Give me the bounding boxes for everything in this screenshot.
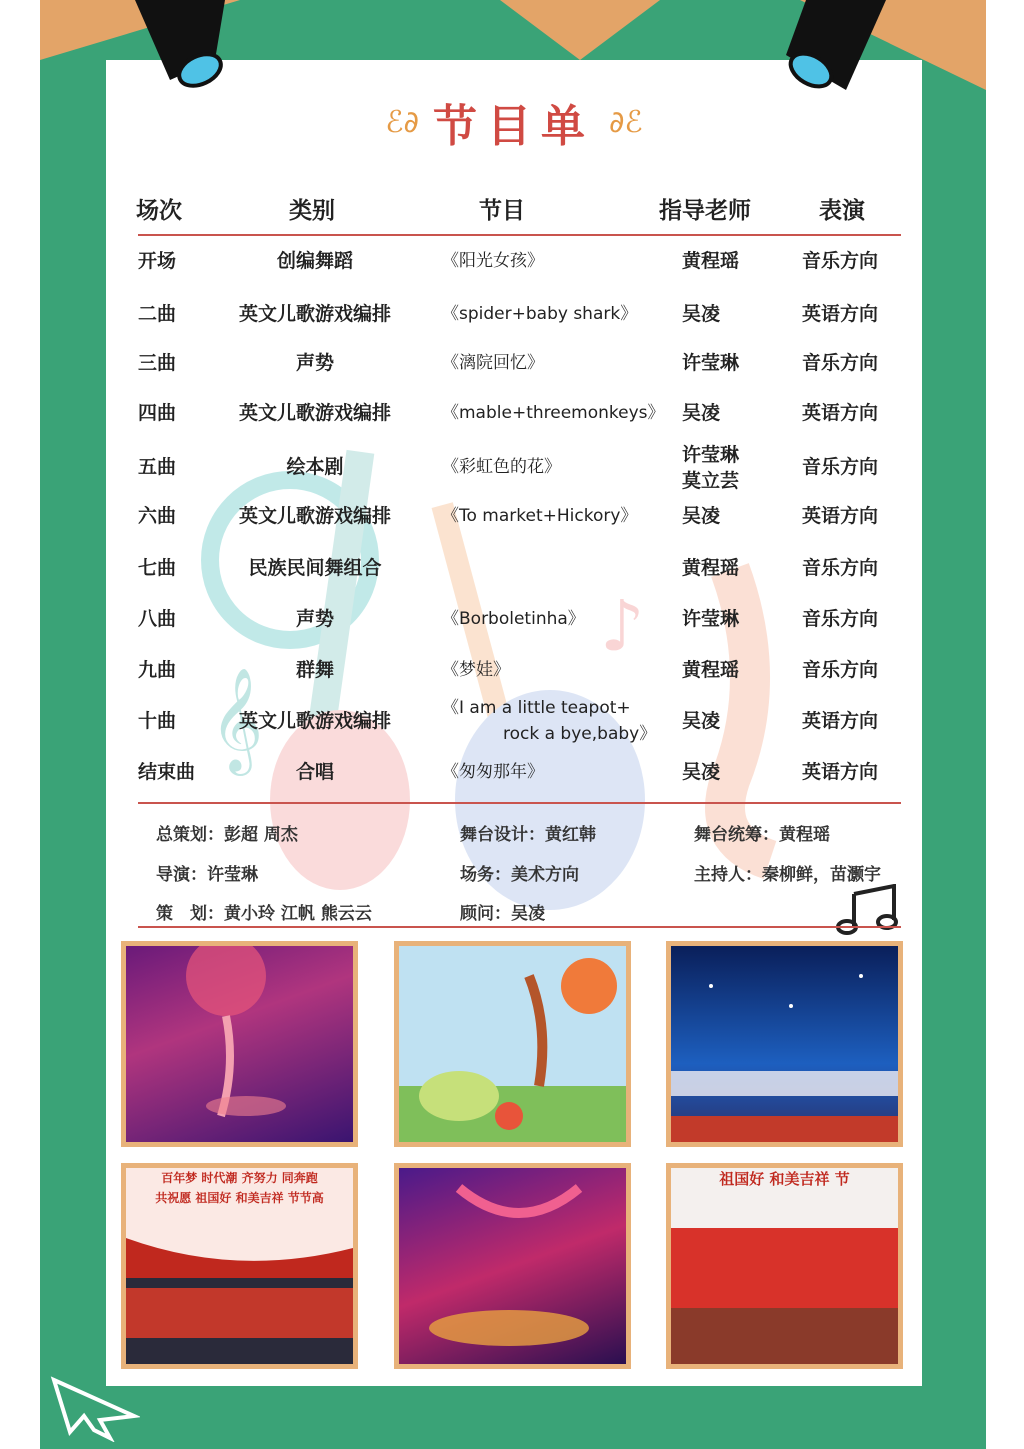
row-performer: 音乐方向: [802, 659, 879, 681]
row-category: 群舞: [295, 659, 334, 681]
photos-divider: [138, 926, 901, 928]
credits-divider: [138, 802, 901, 804]
credit-planner: 总策划：彭超 周杰: [156, 825, 298, 845]
photo-picture-book-play: [394, 941, 631, 1147]
row-program-second-line: rock a bye,baby》: [503, 724, 657, 744]
table-row: [0, 248, 1024, 288]
banner-line1: 百年梦 时代潮 齐努力 同奔跑: [161, 1171, 318, 1185]
row-teacher: 吴凌: [682, 710, 721, 732]
row-performer: 英语方向: [802, 505, 879, 527]
row-category: 英文儿歌游戏编排: [238, 505, 391, 527]
header-category: 类别: [289, 198, 335, 224]
decor-triangle: [500, 0, 660, 60]
credit-advisor: 顾问：吴凌: [460, 904, 545, 924]
row-performer: 英语方向: [802, 402, 879, 424]
header-program: 节目: [479, 198, 525, 224]
row-scene: 十曲: [138, 710, 177, 732]
cursor-arrow-icon: [50, 1376, 140, 1442]
row-category: 绘本剧: [286, 456, 344, 478]
row-performer: 英语方向: [802, 761, 879, 783]
row-category: 创编舞蹈: [276, 250, 353, 272]
stage-lamp-left-icon: [130, 0, 240, 95]
row-performer: 音乐方向: [802, 352, 879, 374]
table-row: [0, 350, 1024, 390]
row-performer: 音乐方向: [802, 608, 879, 630]
banner-text: 祖国好 和美吉祥 节: [719, 1170, 850, 1188]
music-note-icon: [836, 884, 902, 936]
page-title: 节目单: [433, 101, 595, 152]
row-teacher: 许莹琳: [682, 352, 740, 374]
photo-red-costume-dance: [121, 1163, 358, 1369]
row-performer: 英语方向: [802, 303, 879, 325]
row-program: 《mable+threemonkeys》: [442, 403, 665, 423]
row-category: 合唱: [295, 761, 334, 783]
title-area: [106, 92, 922, 152]
row-program: 《To market+Hickory》: [442, 506, 638, 526]
header-teacher: 指导老师: [659, 198, 751, 224]
row-scene: 七曲: [138, 557, 177, 579]
row-teacher: 吴凌: [682, 505, 721, 527]
row-performer: 英语方向: [802, 710, 879, 732]
credit-director: 导演：许莹琳: [156, 865, 258, 885]
row-teacher: 吴凌: [682, 761, 721, 783]
row-scene: 四曲: [138, 402, 177, 424]
svg-text:𝄞: 𝄞: [210, 667, 264, 772]
svg-text:♪: ♪: [600, 585, 645, 667]
table-header: [106, 192, 922, 228]
table-row: [0, 400, 1024, 440]
row-category: 英文儿歌游戏编排: [238, 402, 391, 424]
row-performer: 音乐方向: [802, 456, 879, 478]
table-row: [0, 759, 1024, 799]
row-scene: 六曲: [138, 505, 177, 527]
photo-dance-pair: [394, 1163, 631, 1369]
row-teacher: 黄程瑶: [682, 659, 740, 681]
table-row: [0, 301, 1024, 341]
header-scene: 场次: [136, 198, 182, 224]
credit-stage-coord: 舞台统筹：黄程瑶: [694, 825, 830, 845]
row-teacher-second: 莫立芸: [682, 470, 740, 492]
header-divider: [138, 234, 901, 236]
table-row: [0, 657, 1024, 697]
stage-lamp-right-icon: [776, 0, 896, 100]
row-category: 声势: [295, 608, 334, 630]
row-program: 《彩虹色的花》: [442, 457, 561, 477]
swirl-right-icon: ∂ℰ: [609, 104, 643, 140]
row-scene: 开场: [138, 250, 177, 272]
table-row: [0, 695, 1024, 749]
credit-host: 主持人：秦柳鲜，苗灏宇: [694, 865, 881, 885]
row-scene: 三曲: [138, 352, 177, 374]
row-program: 《梦娃》: [442, 660, 510, 680]
credit-affairs: 场务：美术方向: [460, 865, 579, 885]
row-category: 民族民间舞组合: [248, 557, 382, 579]
row-category: 英文儿歌游戏编排: [238, 710, 391, 732]
banner-line2: 共祝愿 祖国好 和美吉祥 节节高: [155, 1191, 324, 1205]
table-row: [0, 606, 1024, 646]
row-scene: 八曲: [138, 608, 177, 630]
row-teacher: 吴凌: [682, 303, 721, 325]
row-category: 英文儿歌游戏编排: [238, 303, 391, 325]
photo-red-costume-group: [666, 1163, 903, 1369]
row-performer: 音乐方向: [802, 250, 879, 272]
row-category: 声势: [295, 352, 334, 374]
row-teacher: 许莹琳: [682, 608, 740, 630]
row-scene: 结束曲: [138, 761, 196, 783]
header-performer: 表演: [819, 198, 865, 224]
table-row: [0, 442, 1024, 494]
table-row: [0, 555, 1024, 595]
row-program: 《spider+baby shark》: [442, 304, 638, 324]
photo-stage-choir: [666, 941, 903, 1147]
credit-stage-design: 舞台设计：黄红韩: [460, 825, 596, 845]
row-scene: 二曲: [138, 303, 177, 325]
row-teacher: 许莹琳: [682, 444, 740, 466]
row-scene: 五曲: [138, 456, 177, 478]
row-program: 《Borboletinha》: [442, 609, 585, 629]
row-scene: 九曲: [138, 659, 177, 681]
table-row: [0, 503, 1024, 543]
credit-planning: 策 划：黄小玲 江帆 熊云云: [156, 904, 372, 924]
row-teacher: 黄程瑶: [682, 250, 740, 272]
row-performer: 音乐方向: [802, 557, 879, 579]
row-program: 《阳光女孩》: [442, 251, 544, 271]
row-program: 《匆匆那年》: [442, 762, 544, 782]
photo-dance-duo: [121, 941, 358, 1147]
row-teacher: 吴凌: [682, 402, 721, 424]
row-program: 《I am a little teapot+: [442, 698, 631, 718]
row-teacher: 黄程瑶: [682, 557, 740, 579]
row-program: 《漓院回忆》: [442, 353, 544, 373]
swirl-left-icon: ℰ∂: [385, 104, 419, 140]
